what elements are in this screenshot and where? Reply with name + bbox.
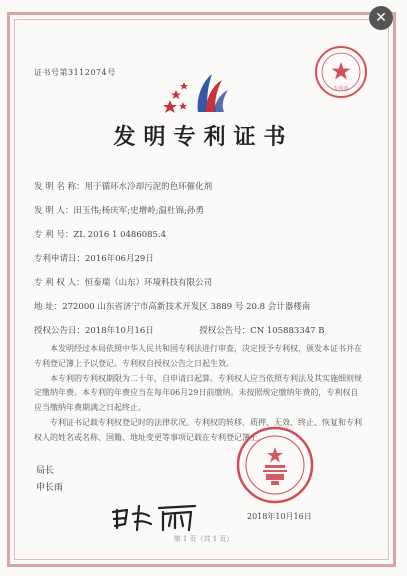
field-inventors: 发 明 人：田玉伟;杨庆军;史增岭;温杜锦;孙勇	[34, 206, 204, 216]
handwritten-signature-icon	[111, 500, 201, 534]
field-filing-date: 专利申请日：2016年06月29日	[34, 254, 154, 264]
official-seal-icon	[313, 44, 369, 100]
signature-label-name: 申长雨	[36, 483, 64, 493]
svg-text:专用章: 专用章	[333, 86, 349, 92]
body-paragraph: 专利证书记载专利权登记时的法律状况。专利权的转移、质押、无效、终止、恢复和专利权人的姓名或名称、国籍、地址变更等事项记载在专利登记簿上。	[34, 417, 362, 442]
cnipa-logo-icon	[162, 70, 232, 116]
signature-label-title: 局长	[36, 466, 55, 476]
official-seal-icon	[235, 425, 315, 505]
body-paragraph: 本专利的专利权期限为二十年，自申请日起算。专利权人应当依照专利法及其实施细则规定缴纳年费。本专利的年费应当在每年06月29日前缴纳。未按照规定缴纳年费的，专利权自应当缴纳年费期满之日起终止。	[34, 373, 362, 413]
body-paragraph: 本发明经过本局依照中华人民共和国专利法进行审查，决定授予专利权，颁发本证书并在专利登记簿上予以登记。专利权自授权公告之日起生效。	[34, 344, 362, 368]
field-grant-number: 授权公告号：	[199, 326, 251, 336]
field-invention-name: 发 明 名 称：用于循环水冷却污泥的色环催化剂	[34, 182, 213, 192]
field-patent-number: 专 利 号：ZL 2016 1 0486085.4	[34, 230, 167, 240]
field-patentee: 专 利 权 人：恒泰瑞（山东）环境科技有限公司	[34, 278, 213, 288]
certificate-number: 证书号第3112074号	[34, 68, 116, 77]
field-address: 地 址：272000 山东省济宁市高新技术开发区 3889 号 20.8 会计器楼南	[34, 302, 311, 312]
page-number: 第 1 页（共 1 页）	[173, 535, 234, 543]
document-title: 发明专利证书	[113, 124, 294, 150]
close-icon[interactable]: ✕	[369, 6, 393, 30]
field-grant-date: 授权公告日：2018年10月16日 授权公告号：CN 105883347 B	[34, 326, 325, 336]
issue-date: 2018年10月16日	[247, 512, 312, 521]
